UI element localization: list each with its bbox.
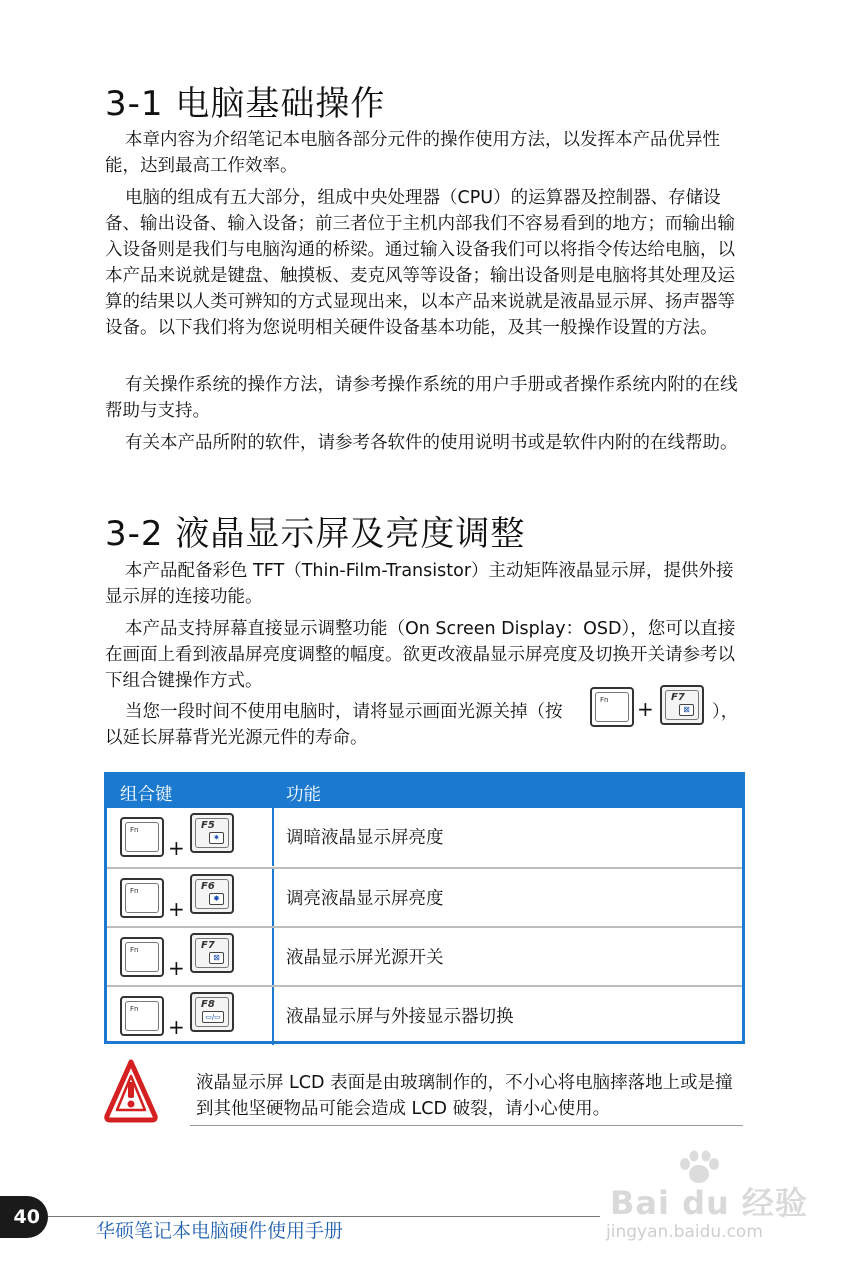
- paragraph-backlight-line2: 以延长屏幕背光光源元件的寿命。: [105, 728, 368, 748]
- plus-sign: +: [168, 1015, 185, 1039]
- section-title-basic-operations: 3-1 电脑基础操作: [105, 84, 386, 124]
- hotkey-table: [104, 772, 745, 1044]
- row-function-text: 液晶显示屏光源开关: [286, 948, 444, 968]
- paragraph-backlight-line1: 当您一段时间不使用电脑时，请将显示画面光源关掉（按: [125, 702, 563, 722]
- row-function-text: 调亮液晶显示屏亮度: [286, 889, 444, 909]
- table-row: [107, 926, 742, 986]
- watermark-url: jingyan.baidu.com: [606, 1222, 763, 1242]
- table-row: [107, 808, 742, 866]
- paragraph-tft-display: 本产品配备彩色 TFT（Thin-Film-Transistor）主动矩阵液晶显示屏，提供外接显示屏的连接功能。: [105, 561, 734, 607]
- table-header: [107, 775, 742, 808]
- warning-triangle-icon: [103, 1058, 159, 1124]
- watermark-logo: Bai du 经验: [610, 1184, 808, 1222]
- inline-key-combo: [590, 685, 740, 729]
- f8-key-icon: F8 ▭/▭: [190, 992, 234, 1032]
- fn-key-icon: Fn: [120, 996, 164, 1036]
- f7-key-icon: F7 ⊠: [190, 933, 234, 973]
- header-key-combo: 组合键: [120, 785, 173, 805]
- plus-sign: +: [168, 836, 185, 860]
- note-divider: [190, 1125, 743, 1126]
- paragraph-computer-components: 电脑的组成有五大部分，组成中央处理器（CPU）的运算器及控制器、存储设备、输出设备、输入设备；前三者位于主机内部我们不容易看到的地方；而输出输入设备则是我们与电脑沟通的桥梁。通过输入设备我们可以将指令传达给电脑，以本产品来说就是键盘、触摸板、麦克风等等设备；输出设备则是电脑将其处理及运算的结果以人类可辨知的方式显现出来，以本产品来说就是液晶显示屏、扬声器等设备。以下我们将为您说明相关硬件设备基本功能，及其一般操作设置的方法。: [105, 188, 735, 338]
- paragraph-osd: 本产品支持屏幕直接显示调整功能（On Screen Display：OSD），您可以直接在画面上看到液晶屏亮度调整的幅度。欲更改液晶显示屏亮度及切换开关请参考以下组合键操作方式。: [105, 619, 736, 691]
- fn-key-icon: Fn: [590, 687, 634, 727]
- plus-sign: +: [168, 956, 185, 980]
- plus-sign: +: [168, 897, 185, 921]
- section-title-lcd-brightness: 3-2 液晶显示屏及亮度调整: [105, 514, 526, 554]
- fn-key-icon: Fn: [120, 937, 164, 977]
- fn-key-icon: Fn: [120, 817, 164, 857]
- row-function-text: 调暗液晶显示屏亮度: [286, 828, 444, 848]
- table-row: [107, 867, 742, 927]
- f7-key-icon: F7 ⊠: [660, 685, 704, 725]
- plus-sign: +: [637, 697, 654, 721]
- f5-key-icon: F5 ✷: [190, 813, 234, 853]
- footer-manual-title: 华硕笔记本电脑硬件使用手册: [96, 1220, 344, 1242]
- fn-key-icon: Fn: [120, 878, 164, 918]
- backlight-close-paren: ），: [712, 702, 739, 722]
- row-function-text: 液晶显示屏与外接显示器切换: [286, 1007, 514, 1027]
- paragraph-software-help: 有关本产品所附的软件，请参考各软件的使用说明书或是软件内附的在线帮助。: [125, 433, 738, 453]
- paragraph-os-help: 有关操作系统的操作方法，请参考操作系统的用户手册或者操作系统内附的在线帮助与支持。: [105, 375, 738, 421]
- lcd-warning-text: 液晶显示屏 LCD 表面是由玻璃制作的，不小心将电脑摔落地上或是撞到其他坚硬物品可能会造成 LCD 破裂，请小心使用。: [196, 1073, 733, 1119]
- table-row: [107, 985, 742, 1045]
- header-function: 功能: [286, 785, 321, 805]
- paragraph-intro: 本章内容为介绍笔记本电脑各部分元件的操作使用方法，以发挥本产品优异性能，达到最高工作效率。: [105, 130, 720, 176]
- f6-key-icon: F6 ✸: [190, 874, 234, 914]
- page-number-badge: 40: [0, 1196, 48, 1238]
